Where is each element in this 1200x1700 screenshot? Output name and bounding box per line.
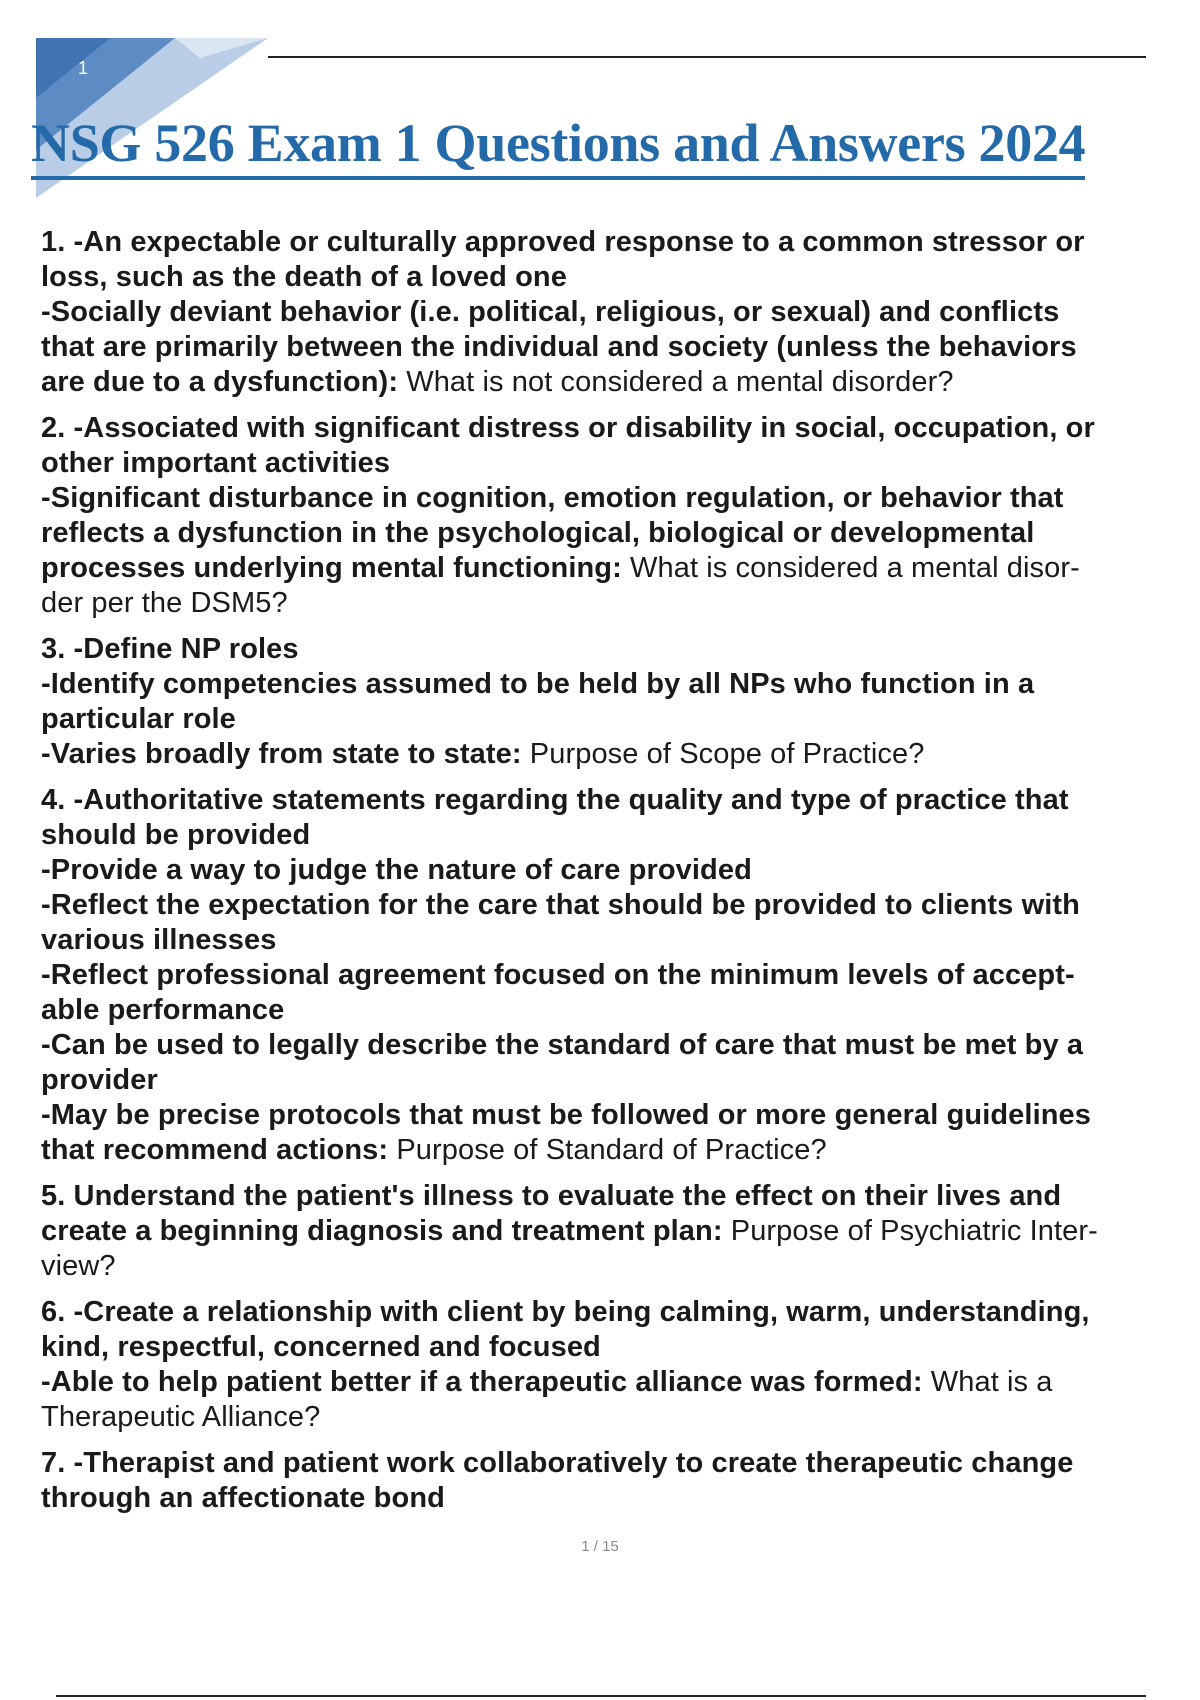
question-tail: -Varies broadly from state to state: bbox=[41, 738, 530, 770]
answer-line bbox=[41, 1214, 1191, 1249]
question-line: -Significant disturbance in cognition, emotion regulation, or behavior that bbox=[41, 482, 1064, 514]
question-line: 4. -Authoritative statements regarding the quality and type of practice that bbox=[41, 784, 1069, 816]
answer-line bbox=[41, 1133, 1191, 1168]
qa-item bbox=[41, 225, 1191, 400]
question-line: -Can be used to legally describe the standard of care that must be met by a bbox=[41, 1029, 1084, 1061]
question-line: 1. -An expectable or culturally approved response to a common stressor or bbox=[41, 226, 1085, 258]
answer-line bbox=[41, 551, 1191, 586]
question-line: able performance bbox=[41, 994, 285, 1026]
qa-item bbox=[41, 632, 1191, 772]
question-line: loss, such as the death of a loved one bbox=[41, 261, 567, 293]
question-tail: that recommend actions: bbox=[41, 1134, 397, 1166]
question-line: -Provide a way to judge the nature of care provided bbox=[41, 854, 752, 886]
qa-item bbox=[41, 783, 1191, 1168]
question-line: through an affectionate bond bbox=[41, 1482, 445, 1514]
answer-text: Purpose of Psychiatric Inter- bbox=[730, 1215, 1098, 1247]
answer-continuation: Therapeutic Alliance? bbox=[41, 1401, 321, 1433]
qa-item bbox=[41, 1295, 1191, 1435]
question-tail: processes underlying mental functioning: bbox=[41, 552, 631, 584]
answer-text: What is not considered a mental disorder? bbox=[406, 366, 954, 398]
answer-continuation: der per the DSM5? bbox=[41, 587, 288, 619]
question-tail: create a beginning diagnosis and treatment plan: bbox=[41, 1215, 731, 1247]
question-tail: are due to a dysfunction): bbox=[41, 366, 407, 398]
answer-text: What is a bbox=[930, 1366, 1053, 1398]
qa-item bbox=[41, 411, 1191, 621]
answer-continuation: view? bbox=[41, 1250, 116, 1282]
question-line: 7. -Therapist and patient work collaboratively to create therapeutic change bbox=[41, 1447, 1074, 1479]
document-title: NSG 526 Exam 1 Questions and Answers 2024 bbox=[31, 110, 1085, 180]
question-line: provider bbox=[41, 1064, 158, 1096]
answer-line bbox=[41, 365, 1191, 400]
question-line: kind, respectful, concerned and focused bbox=[41, 1331, 601, 1363]
question-line: various illnesses bbox=[41, 924, 277, 956]
question-line: -May be precise protocols that must be followed or more general guidelines bbox=[41, 1099, 1091, 1131]
header-page-number: 1 bbox=[78, 58, 89, 78]
question-line: 2. -Associated with significant distress or disability in social, occupation, or bbox=[41, 412, 1095, 444]
answer-line bbox=[41, 1365, 1191, 1400]
question-line: particular role bbox=[41, 703, 236, 735]
answer-text: What is considered a mental disor- bbox=[630, 552, 1080, 584]
question-line: 3. -Define NP roles bbox=[41, 633, 299, 665]
page-indicator: 1 / 15 bbox=[581, 1538, 619, 1555]
question-line: -Identify competencies assumed to be held by all NPs who function in a bbox=[41, 668, 1035, 700]
qa-item bbox=[41, 1446, 1191, 1516]
question-line: -Reflect professional agreement focused on the minimum levels of accept- bbox=[41, 959, 1075, 991]
question-line: 5. Understand the patient's illness to evaluate the effect on their lives and bbox=[41, 1180, 1062, 1212]
question-line: -Reflect the expectation for the care that should be provided to clients with bbox=[41, 889, 1080, 921]
question-tail: -Able to help patient better if a therapeutic alliance was formed: bbox=[41, 1366, 931, 1398]
question-line: that are primarily between the individual and society (unless the behaviors bbox=[41, 331, 1077, 363]
qa-item bbox=[41, 1179, 1191, 1284]
answer-text: Purpose of Scope of Practice? bbox=[529, 738, 925, 770]
top-rule bbox=[268, 56, 1146, 58]
answer-line bbox=[41, 737, 1191, 772]
question-line: other important activities bbox=[41, 447, 391, 479]
qa-list bbox=[41, 225, 1191, 1527]
question-line: reflects a dysfunction in the psychological, biological or developmental bbox=[41, 517, 1035, 549]
question-line: 6. -Create a relationship with client by being calming, warm, understanding, bbox=[41, 1296, 1090, 1328]
bottom-rule bbox=[56, 1695, 1146, 1697]
question-line: -Socially deviant behavior (i.e. political, religious, or sexual) and conflicts bbox=[41, 296, 1060, 328]
answer-text: Purpose of Standard of Practice? bbox=[396, 1134, 827, 1166]
question-line: should be provided bbox=[41, 819, 311, 851]
